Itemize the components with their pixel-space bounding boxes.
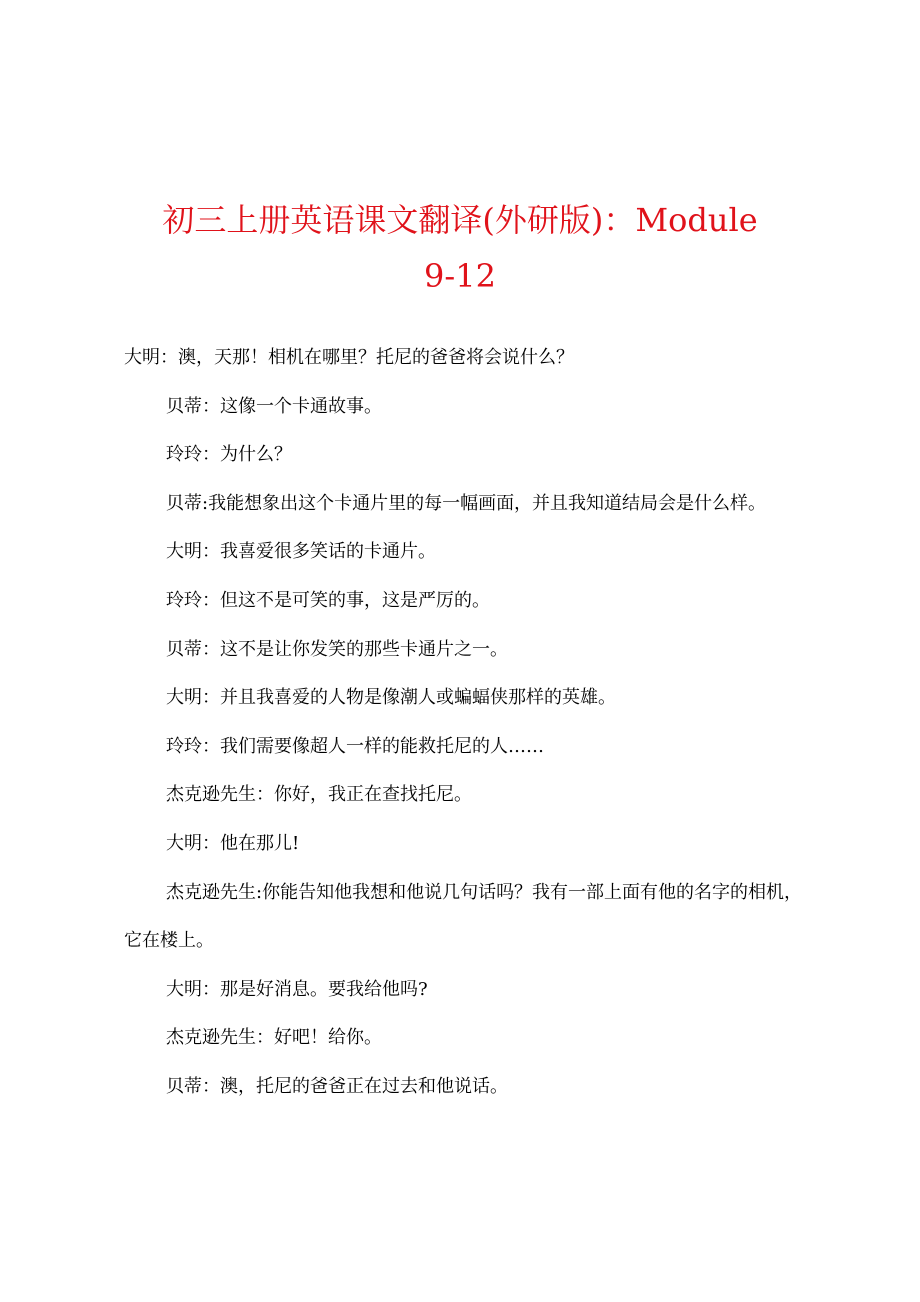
document-body [124, 334, 814, 1112]
paragraph: 玲玲：为什么？ [166, 444, 292, 466]
paragraph: 贝蒂：澳，托尼的爸爸正在过去和他说话。 [166, 1075, 508, 1097]
paragraph: 玲玲：我们需要像超人一样的能救托尼的人…… [166, 735, 544, 757]
paragraph: 贝蒂:我能想象出这个卡通片里的每一幅画面，并且我知道结局会是什么样。 [166, 492, 767, 514]
paragraph: 大明：他在那儿! [166, 832, 300, 854]
paragraph: 大明：我喜爱很多笑话的卡通片。 [166, 541, 436, 563]
paragraph: 玲玲：但这不是可笑的事，这是严厉的。 [166, 589, 490, 611]
paragraph: 贝蒂：这不是让你发笑的那些卡通片之一。 [166, 638, 508, 660]
paragraph: 大明：那是好消息。要我给他吗? [166, 978, 428, 1000]
paragraph: 大明：并且我喜爱的人物是像潮人或蝙蝠侠那样的英雄。 [166, 687, 616, 709]
paragraph: 杰克逊先生:你能告知他我想和他说几句话吗？我有一部上面有他的名字的相机，它在楼上。 [124, 881, 803, 952]
document-title: 初三上册英语课文翻译(外研版)：Module [162, 201, 758, 239]
document-title-continued: 9-12 [424, 257, 496, 295]
paragraph: 杰克逊先生：你好，我正在查找托尼。 [166, 784, 472, 806]
paragraph: 贝蒂：这像一个卡通故事。 [166, 395, 382, 417]
paragraph: 杰克逊先生：好吧！给你。 [166, 1027, 382, 1049]
paragraph: 大明：澳，天那！相机在哪里？托尼的爸爸将会说什么？ [124, 347, 574, 368]
